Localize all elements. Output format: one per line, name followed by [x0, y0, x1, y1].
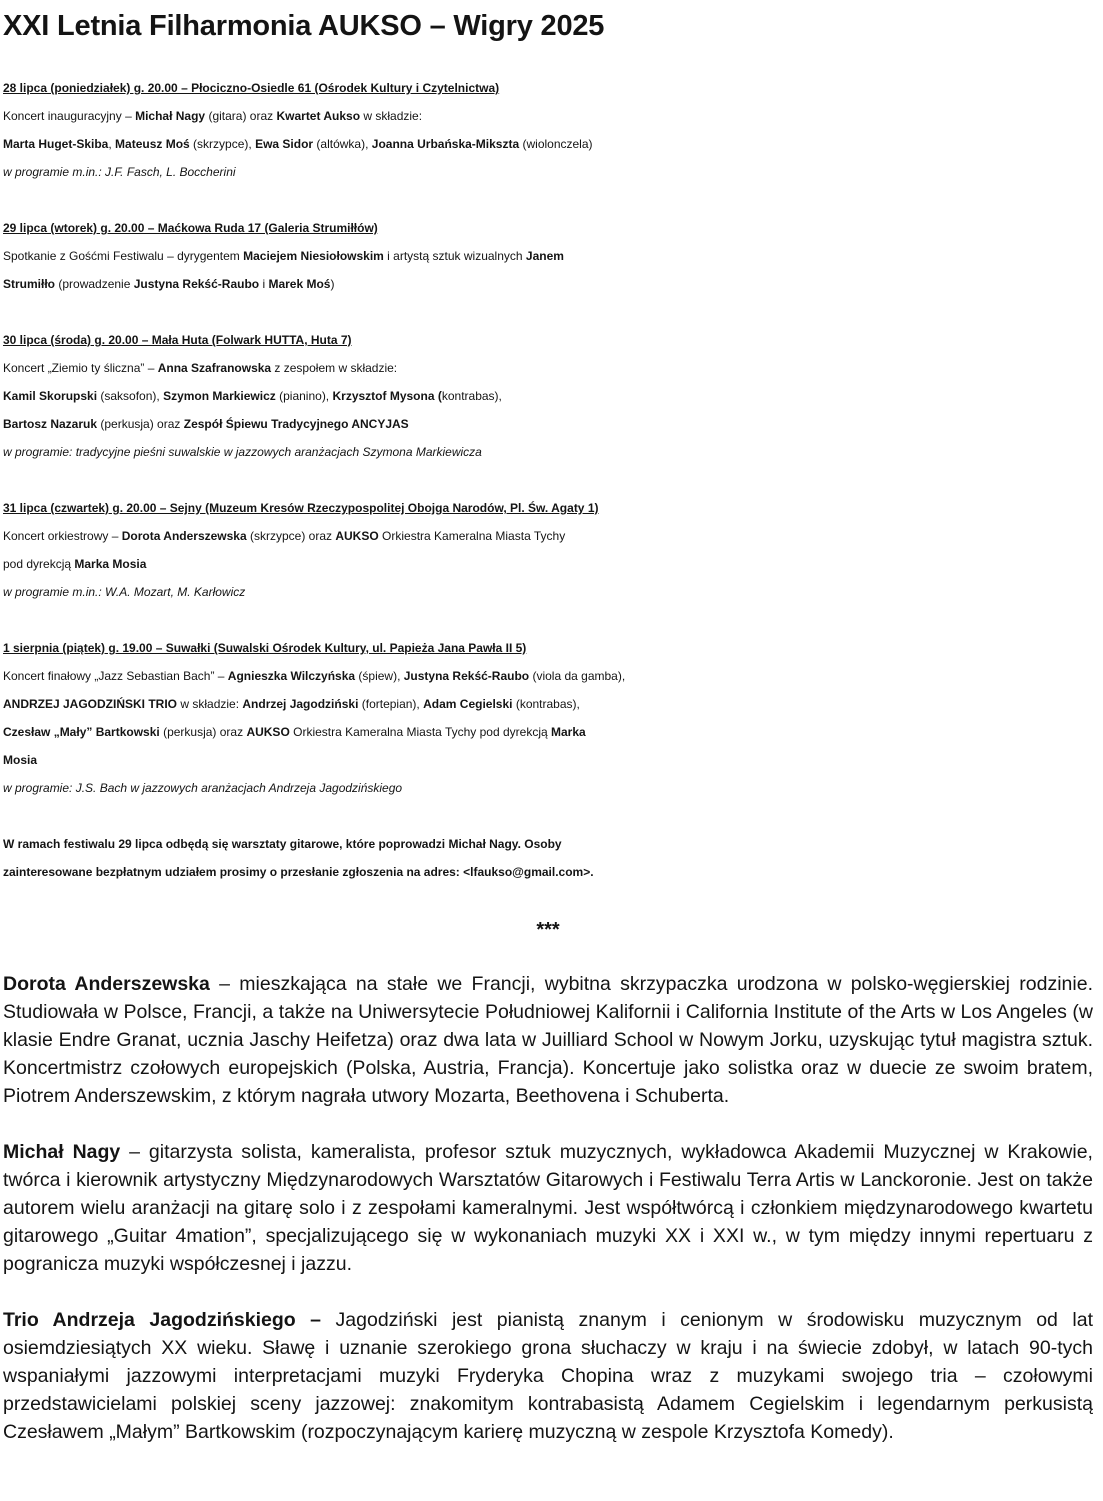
event-program: w programie m.in.: J.F. Fasch, L. Boccherini — [3, 165, 236, 179]
event-program: w programie: J.S. Bach w jazzowych aranżacjach Andrzeja Jagodzińskiego — [3, 781, 403, 795]
event-line: Koncert orkiestrowy – Dorota Anderszewska (skrzypce) oraz AUKSO Orkiestra Kameralna Miasta Tychy — [3, 529, 566, 543]
event-line: pod dyrekcją Marka Mosia — [3, 557, 147, 571]
bio-paragraph — [3, 1306, 1093, 1446]
section-separator: *** — [536, 919, 560, 941]
bio-paragraph — [3, 970, 1093, 1110]
event-heading: 30 lipca (środa) g. 20.00 – Mała Huta (Folwark HUTTA, Huta 7) — [3, 333, 352, 347]
event-line: Koncert inauguracyjny – Michał Nagy (gitara) oraz Kwartet Aukso w składzie: — [3, 109, 423, 123]
event-line: Kamil Skorupski (saksofon), Szymon Markiewicz (pianino), Krzysztof Mysona (kontrabas), — [3, 389, 502, 403]
event-heading: 1 sierpnia (piątek) g. 19.00 – Suwałki (Suwalski Ośrodek Kultury, ul. Papieża Jana Pawła II 5) — [3, 641, 527, 655]
event-item — [3, 326, 1093, 466]
workshop-notice — [3, 830, 1093, 886]
event-item — [3, 634, 1093, 802]
event-line: Marta Huget-Skiba, Mateusz Moś (skrzypce), Ewa Sidor (altówka), Joanna Urbańska-Mikszta (wiolonczela) — [3, 137, 593, 151]
event-line: Mosia — [3, 753, 38, 767]
event-line: ANDRZEJ JAGODZIŃSKI TRIO w składzie: Andrzej Jagodziński (fortepian), Adam Cegielski (kontrabas), — [3, 697, 580, 711]
bio-text: – gitarzysta solista, kameralista, profesor sztuk muzycznych, wykładowca Akademii Muzycznej w Krakowie, twórca i kierownik artystyczny Międzynarodowych Warsztatów Gitarowych i Festiwalu Terra Artis w Lanckoronie. Jest on także autorem wielu aranżacji na gitarę solo i z zespołami kameralnymi. Jest współtwórcą i członkiem międzynarodowego kwartetu gitarowego „Guitar 4mation”, specjalizującego się w wykonaniach muzyki XX i XXI w., w tym między innymi repertuaru z pogranicza muzyki współczesnej i jazzu. — [3, 1141, 1093, 1275]
bio-name: Trio Andrzeja Jagodzińskiego – — [3, 1309, 322, 1331]
event-line: Strumiłło (prowadzenie Justyna Rekść-Raubo i Marek Moś) — [3, 277, 335, 291]
page-title: XXI Letnia Filharmonia AUKSO – Wigry 2025 — [3, 10, 605, 42]
event-line: Koncert finałowy „Jazz Sebastian Bach” – Agnieszka Wilczyńska (śpiew), Justyna Rekść-Raubo (viola da gamba), — [3, 669, 626, 683]
bio-text: – mieszkająca na stałe we Francji, wybitna skrzypaczka urodzona w polsko-węgierskiej rodzinie. Studiowała w Polsce, Francji, a także na Uniwersytecie Południowej Kalifornii i California Institute of the Arts w Los Angeles (w klasie Endre Granat, ucznia Jaschy Heifetza) oraz dwa lata w Juilliard School w Nowym Jorku, uzyskując tytuł magistra sztuk. Koncertmistrz czołowych europejskich (Polska, Austria, Francja). Koncertuje jako solistka oraz w duecie ze swoim bratem, Piotrem Anderszewskim, z którym nagrała utwory Mozarta, Beethovena i Schuberta. — [3, 973, 1093, 1107]
bio-text: Jagodziński jest pianistą znanym i cenionym w środowisku muzycznym od lat osiemdziesiątych XX wieku. Sławę i uznanie szerokiego grona słuchaczy w kraju i na świecie zdobył, w latach 90-tych wspaniałymi jazzowymi interpretacjami muzyki Fryderyka Chopina wraz z muzykami swojego tria – czołowymi przedstawicielami polskiej sceny jazzowej: znakomitym kontrabasistą Adamem Cegielskim i legendarnym perkusistą Czesławem „Małym” Bartkowskim (rozpoczynającym karierę muzyczną w zespole Krzysztofa Komedy). — [3, 1309, 1093, 1443]
event-item — [3, 214, 1093, 298]
event-line: Spotkanie z Gośćmi Festiwalu – dyrygentem Maciejem Niesiołowskim i artystą sztuk wizualnych Janem — [3, 249, 564, 263]
event-heading: 31 lipca (czwartek) g. 20.00 – Sejny (Muzeum Kresów Rzeczypospolitej Obojga Narodów, Pl. Św. Agaty 1) — [3, 501, 599, 515]
event-line: Bartosz Nazaruk (perkusja) oraz Zespół Śpiewu Tradycyjnego ANCYJAS — [3, 417, 409, 431]
notice-line: zainteresowane bezpłatnym udziałem prosimy o przesłanie zgłoszenia na adres: <lfaukso@gmail.com>. — [3, 865, 594, 879]
event-heading: 28 lipca (poniedziałek) g. 20.00 – Płociczno-Osiedle 61 (Ośrodek Kultury i Czytelnictwa) — [3, 81, 500, 95]
event-item — [3, 74, 1093, 186]
event-heading: 29 lipca (wtorek) g. 20.00 – Maćkowa Ruda 17 (Galeria Strumiłłów) — [3, 221, 378, 235]
event-program: w programie: tradycyjne pieśni suwalskie w jazzowych aranżacjach Szymona Markiewicza — [3, 445, 482, 459]
notice-line: W ramach festiwalu 29 lipca odbędą się warsztaty gitarowe, które poprowadzi Michał Nagy. Osoby — [3, 837, 562, 851]
event-line: Koncert „Ziemio ty śliczna” – Anna Szafranowska z zespołem w składzie: — [3, 361, 398, 375]
event-program: w programie m.in.: W.A. Mozart, M. Karłowicz — [3, 585, 246, 599]
event-line: Czesław „Mały” Bartkowski (perkusja) oraz AUKSO Orkiestra Kameralna Miasta Tychy pod dyrekcją Marka — [3, 725, 586, 739]
event-item — [3, 494, 1093, 606]
bio-name: Dorota Anderszewska — [3, 973, 210, 995]
bio-paragraph — [3, 1138, 1093, 1278]
bio-name: Michał Nagy — [3, 1141, 121, 1163]
